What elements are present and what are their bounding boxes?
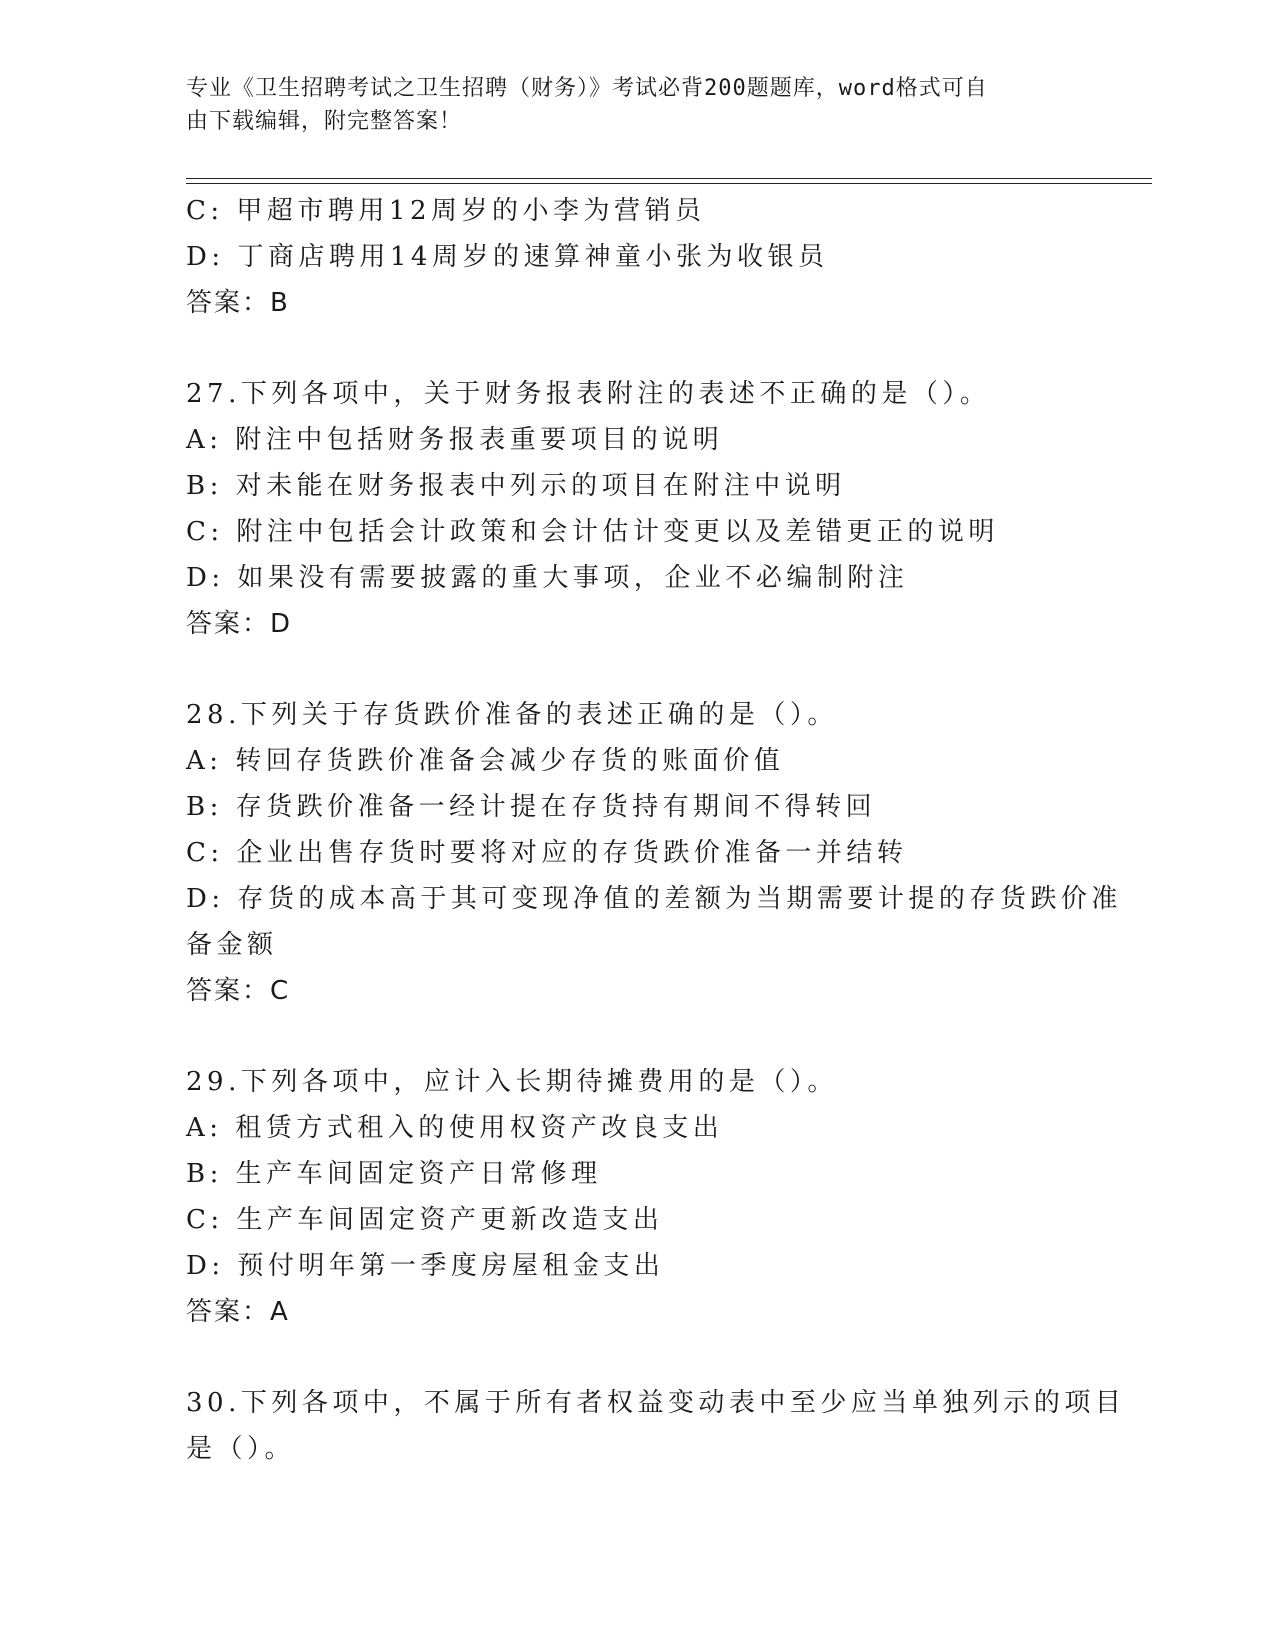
option-b: B: 存货跌价准备一经计提在存货持有期间不得转回 — [186, 792, 877, 822]
option-d: D: 预付明年第一季度房屋租金支出 — [186, 1251, 665, 1281]
option-b: B: 生产车间固定资产日常修理 — [186, 1159, 602, 1189]
question-28 — [186, 692, 1122, 1014]
question-26-tail — [186, 188, 1086, 326]
answer-line: 答案：A — [186, 1297, 290, 1327]
answer-line: 答案：B — [186, 288, 290, 318]
spacer — [186, 647, 1086, 692]
question-text-continued: 是（）。 — [186, 1434, 296, 1464]
question-text: 29.下列各项中，应计入长期待摊费用的是（）。 — [186, 1067, 838, 1097]
option-c: C: 生产车间固定资产更新改造支出 — [186, 1205, 664, 1235]
option-c: C: 甲超市聘用12周岁的小李为营销员 — [186, 196, 706, 226]
question-list — [186, 188, 1126, 1472]
answer-line: 答案：D — [186, 609, 293, 639]
header-line-2: 由下载编辑，附完整答案！ — [186, 109, 463, 134]
option-b: B: 对未能在财务报表中列示的项目在附注中说明 — [186, 471, 846, 501]
option-d: D: 如果没有需要披露的重大事项，企业不必编制附注 — [186, 563, 909, 593]
option-c: C: 附注中包括会计政策和会计估计变更以及差错更正的说明 — [186, 517, 999, 547]
question-text: 30.下列各项中，不属于所有者权益变动表中至少应当单独列示的项目 — [186, 1388, 1126, 1418]
answer-line: 答案：C — [186, 976, 291, 1006]
header-divider-bottom — [186, 183, 1152, 184]
spacer — [186, 1014, 1086, 1059]
header-divider-top — [186, 178, 1152, 179]
header-line-1: 专业《卫生招聘考试之卫生招聘（财务）》考试必背200题题库，word格式可自 — [186, 76, 988, 101]
option-d: D: 丁商店聘用14周岁的速算神童小张为收银员 — [186, 242, 829, 272]
option-d: D: 存货的成本高于其可变现净值的差额为当期需要计提的存货跌价准 — [186, 884, 1122, 914]
question-29 — [186, 1059, 1086, 1335]
question-30 — [186, 1380, 1126, 1472]
option-a: A: 转回存货跌价准备会减少存货的账面价值 — [186, 746, 785, 776]
option-d-continued: 备金额 — [186, 930, 278, 960]
question-text: 27.下列各项中，关于财务报表附注的表述不正确的是（）。 — [186, 379, 991, 409]
option-a: A: 租赁方式租入的使用权资产改良支出 — [186, 1113, 724, 1143]
spacer — [186, 326, 1086, 371]
option-a: A: 附注中包括财务报表重要项目的说明 — [186, 425, 724, 455]
spacer — [186, 1335, 1086, 1380]
question-text: 28.下列关于存货跌价准备的表述正确的是（）。 — [186, 700, 838, 730]
document-header — [186, 72, 1066, 138]
option-c: C: 企业出售存货时要将对应的存货跌价准备一并结转 — [186, 838, 908, 868]
question-27 — [186, 371, 1086, 647]
